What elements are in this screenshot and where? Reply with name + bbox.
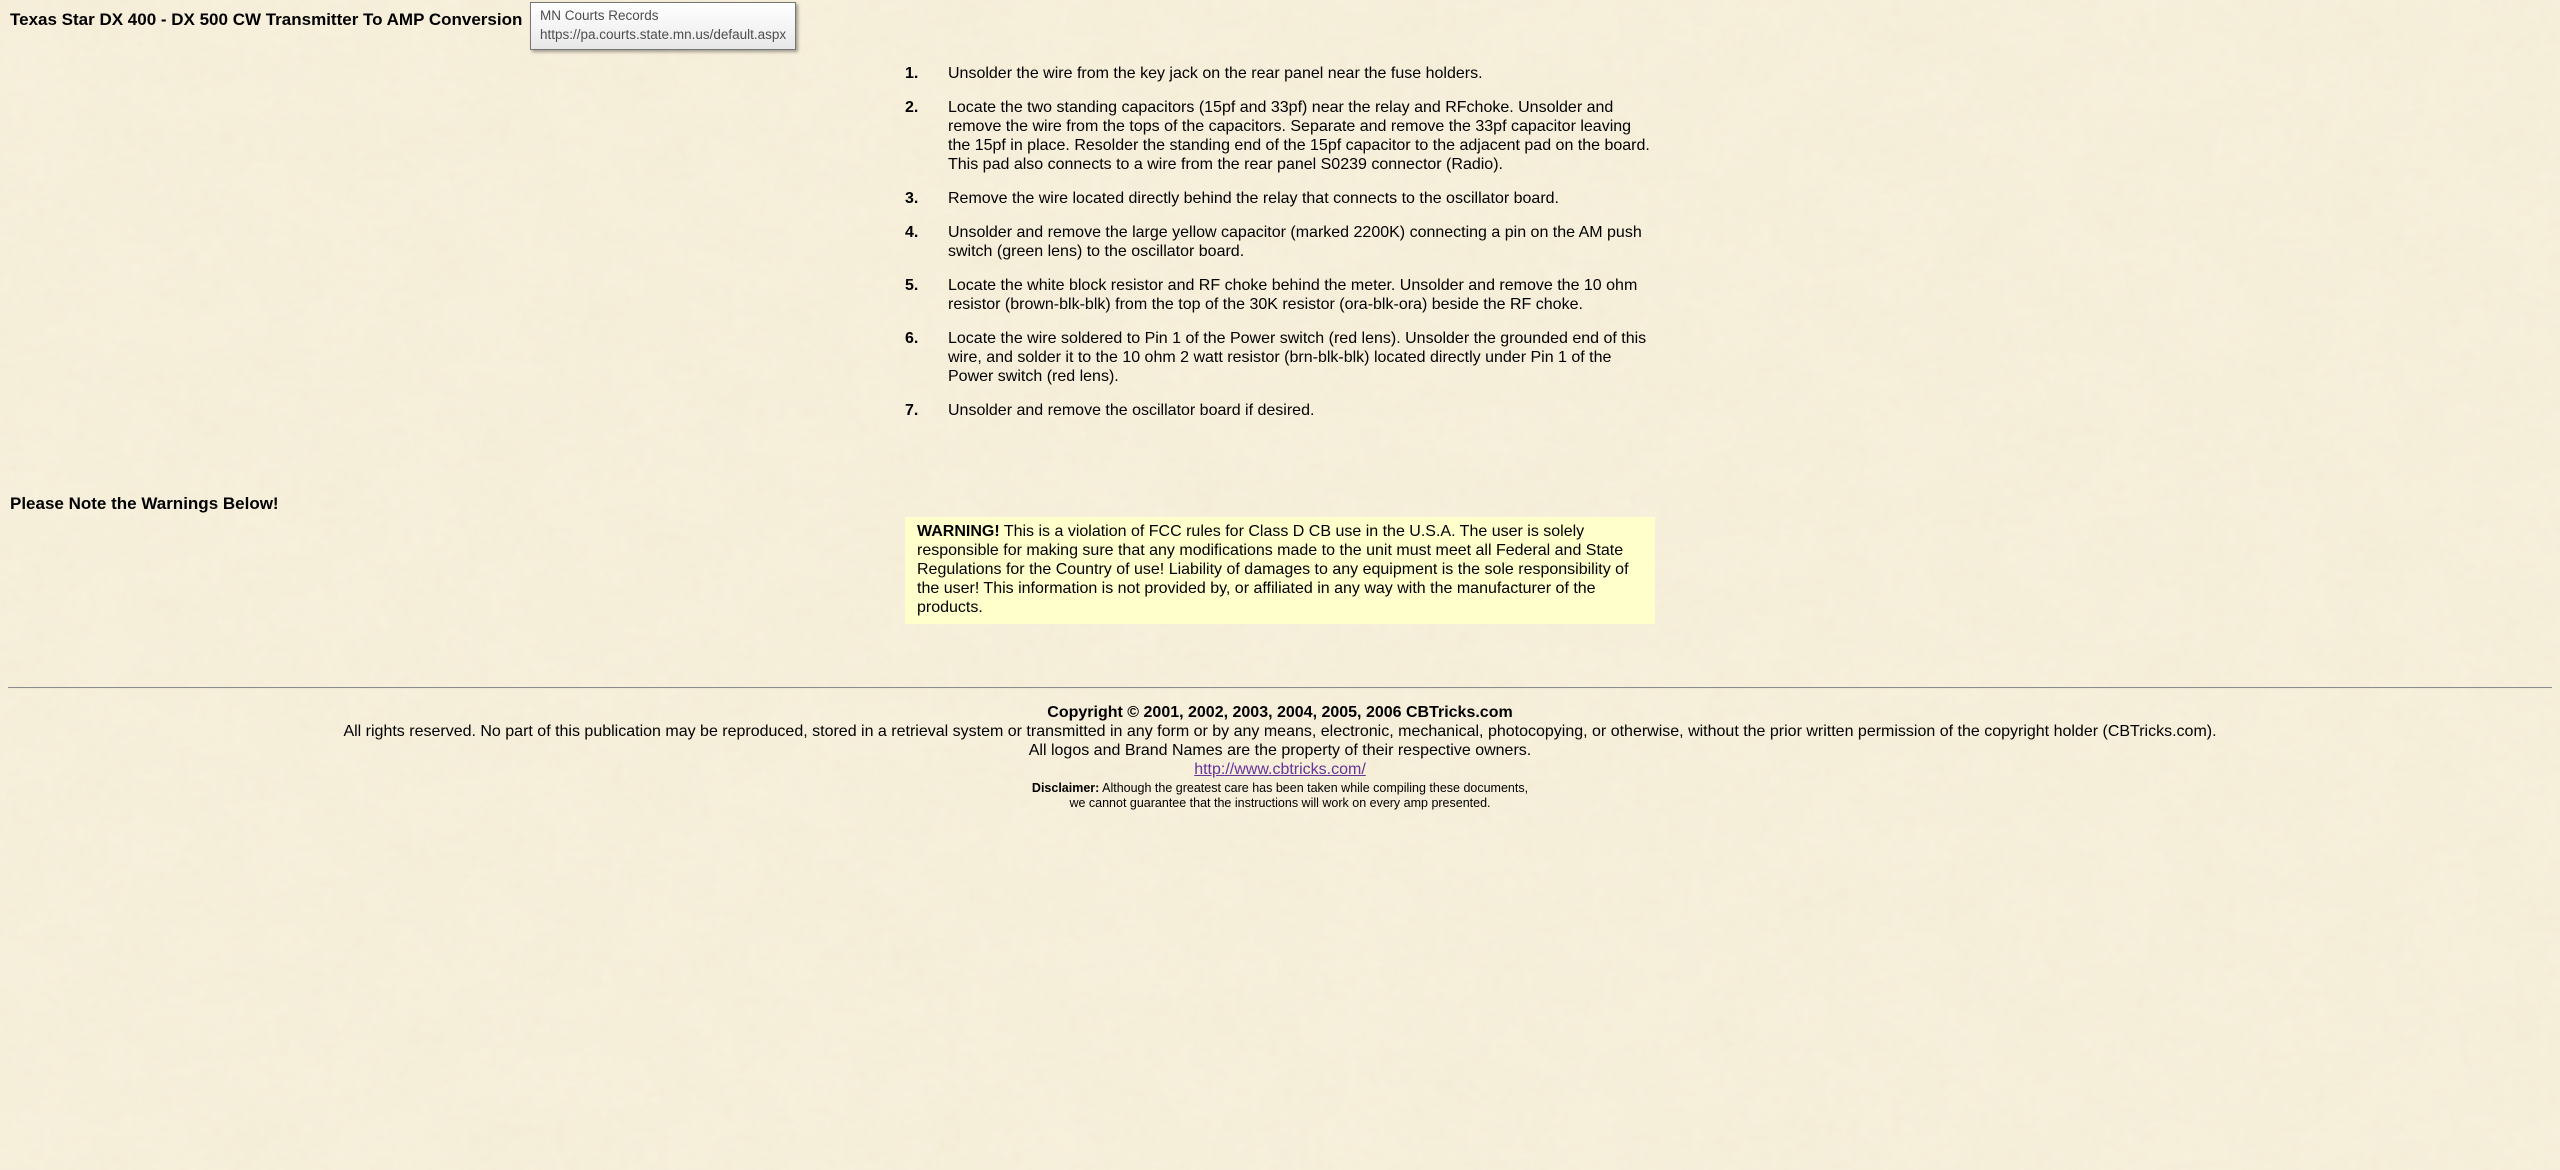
list-item — [905, 329, 1655, 386]
list-item — [905, 401, 1655, 420]
item-number: 2. — [905, 99, 919, 116]
item-text: Unsolder and remove the large yellow capacitor (marked 2200K) connecting a pin on the AM push switch (green lens) to the oscillator board. — [948, 224, 1642, 260]
disclaimer-text: Although the greatest care has been taken while compiling these documents, — [1099, 781, 1529, 795]
item-text: Unsolder the wire from the key jack on the rear panel near the fuse holders. — [948, 65, 1483, 82]
disclaimer-label: Disclaimer: — [1031, 781, 1100, 795]
rights-line: All rights reserved. No part of this publication may be reproduced, stored in a retrieval system or transmitted in any form or by any means, electronic, mechanical, photocopying, or otherwise, without the prior written permission of the copyright holder (CBTricks.com). — [343, 723, 2217, 740]
item-number: 3. — [905, 190, 919, 207]
footer — [0, 703, 2560, 811]
link-tooltip — [530, 2, 796, 50]
item-number: 7. — [905, 402, 919, 419]
warning-label: WARNING! — [917, 523, 1000, 540]
item-text: Locate the two standing capacitors (15pf and 33pf) near the relay and RFchoke. Unsolder and remove the wire from the tops of the capacitors. Separate and remove the 33pf capacitor leaving the 15pf in place. Resolder the standing end of the 15pf capacitor to the adjacent pad on the board. This pad also connects to a wire from the rear panel S0239 connector (Radio). — [948, 99, 1650, 173]
item-text: Remove the wire located directly behind the relay that connects to the oscillator board. — [948, 190, 1559, 207]
item-number: 4. — [905, 224, 919, 241]
item-number: 6. — [905, 330, 919, 347]
list-item — [905, 223, 1655, 261]
tooltip-title: MN Courts Records — [540, 8, 659, 23]
item-number: 5. — [905, 277, 919, 294]
link-line — [0, 760, 2560, 779]
footer-divider — [8, 687, 2552, 689]
disclaimer-line-1 — [0, 781, 2560, 796]
warning-text: This is a violation of FCC rules for Class D CB use in the U.S.A. The user is solely responsible for making sure that any modifications made to the unit must meet all Federal and State Regulations for the Country of use! Liability of damages to any equipment is the sole responsibility of the user! This information is not provided by, or affiliated in any way with the manufacturer of the products. — [917, 523, 1629, 616]
page-title: Texas Star DX 400 - DX 500 CW Transmitter To AMP Conversion — [10, 10, 523, 29]
list-item — [905, 189, 1655, 208]
tooltip-url: https://pa.courts.state.mn.us/default.aspx — [540, 27, 787, 42]
item-number: 1. — [905, 65, 919, 82]
disclaimer — [0, 781, 2560, 811]
list-item — [905, 64, 1655, 83]
logos-line: All logos and Brand Names are the property of their respective owners. — [1028, 742, 1532, 759]
instructions-list — [905, 0, 1655, 420]
list-item — [905, 98, 1655, 174]
item-text: Unsolder and remove the oscillator board if desired. — [948, 402, 1315, 419]
warnings-heading: Please Note the Warnings Below! — [10, 494, 279, 513]
cbtricks-link[interactable]: http://www.cbtricks.com/ — [1194, 761, 1366, 778]
item-text: Locate the wire soldered to Pin 1 of the Power switch (red lens). Unsolder the grounded end of this wire, and solder it to the 10 ohm 2 watt resistor (brn-blk-blk) located directly under Pin 1 of the Power switch (red lens). — [948, 330, 1647, 385]
item-text: Locate the white block resistor and RF choke behind the meter. Unsolder and remove the 10 ohm resistor (brown-blk-blk) from the top of the 30K resistor (ora-blk-ora) beside the RF choke. — [948, 277, 1638, 313]
list-item — [905, 276, 1655, 314]
copyright-line: Copyright © 2001, 2002, 2003, 2004, 2005, 2006 CBTricks.com — [1047, 704, 1513, 721]
warning-box — [905, 517, 1655, 624]
disclaimer-line-2: we cannot guarantee that the instructions will work on every amp presented. — [1069, 796, 1491, 810]
